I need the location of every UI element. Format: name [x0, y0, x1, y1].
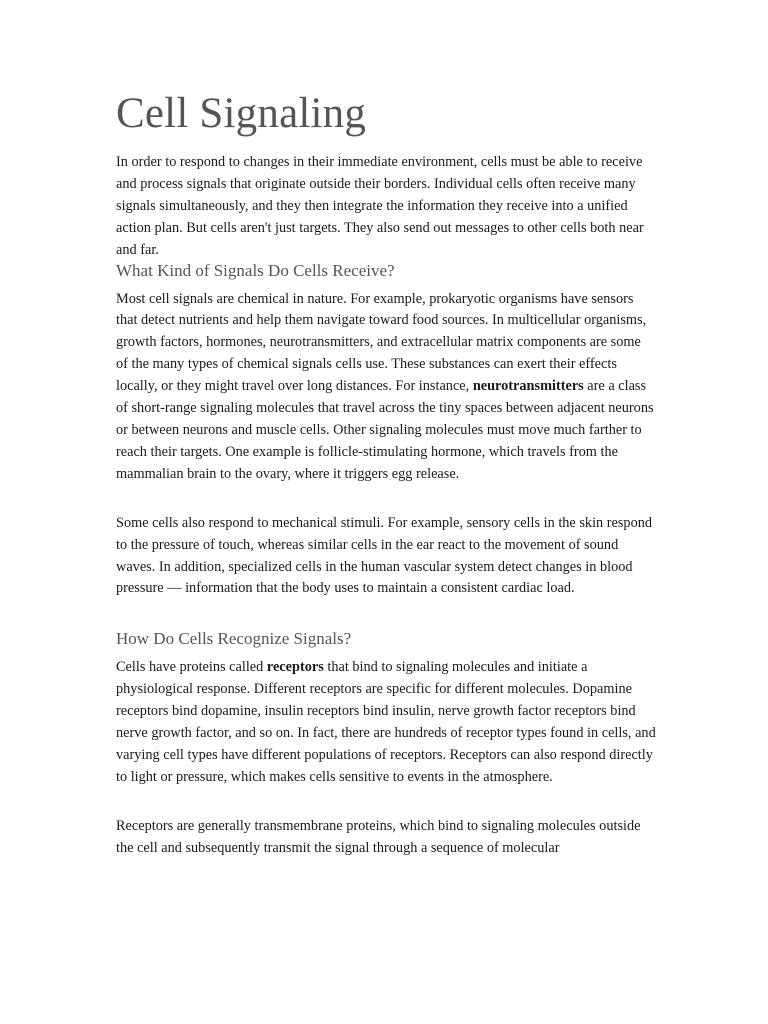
intro-paragraph: In order to respond to changes in their immediate environment, cells must be able to receive and process signals that originate outside their borders. Individual cells often receive many signals simultaneously, and they then integrate the information they receive into a unified action plan. But cells aren't just targets. They also send out messages to other cells both near and far. [116, 154, 644, 258]
page-title: Cell Signaling [116, 90, 367, 137]
document-page [116, 88, 656, 860]
recognize-paragraph-2: Receptors are generally transmembrane proteins, which bind to signaling molecules outside the cell and subsequently transmit the signal through a sequence of molecular [116, 817, 641, 856]
signals-paragraph-1 [116, 289, 656, 486]
section-heading-recognize: How Do Cells Recognize Signals? [116, 629, 352, 649]
section-heading-signals: What Kind of Signals Do Cells Receive? [116, 260, 395, 280]
term-neurotransmitters: neurotransmitters [472, 378, 584, 395]
recognize-paragraph-1-text-b: that bind to signaling molecules and initiate a physiological response. Different receptors are specific for different molecules. Dopamine receptors bind dopamine, insulin receptors bind insulin, nerve growth factor receptors bind nerve growth factor, and so on. In fact, there are hundreds of receptor types found in cells, and varying cell types have different populations of receptors. Receptors can also respond directly to light or pressure, which makes cells sensitive to events in the atmosphere. [116, 659, 656, 785]
signals-paragraph-2: Some cells also respond to mechanical stimuli. For example, sensory cells in the skin respond to the pressure of touch, whereas similar cells in the ear react to the movement of sound waves. In addition, specialized cells in the human vascular system detect changes in blood pressure — information that the body uses to maintain a consistent cardiac load. [116, 514, 653, 597]
signals-paragraph-1-text-a: Most cell signals are chemical in nature. For example, prokaryotic organisms have sensors that detect nutrients and help them navigate toward food sources. In multicellular organisms, growth factors, hormones, neurotransmitters, and extracellular matrix components are some of the many types of chemical signals cells use. These substances can exert their effects locally, or they might travel over long distances. For instance, [116, 290, 647, 395]
recognize-paragraph-1-text-a: Cells have proteins called [116, 659, 267, 676]
signals-paragraph-1-text-b: are a class of short-range signaling molecules that travel across the tiny spaces between adjacent neurons or between neurons and muscle cells. Other signaling molecules must move much farther to reach their targets. One example is follicle-stimulating hormone, which travels from the mammalian brain to the ovary, where it triggers egg release. [116, 378, 654, 482]
recognize-paragraph-1 [116, 657, 656, 788]
term-receptors: receptors [266, 659, 324, 676]
